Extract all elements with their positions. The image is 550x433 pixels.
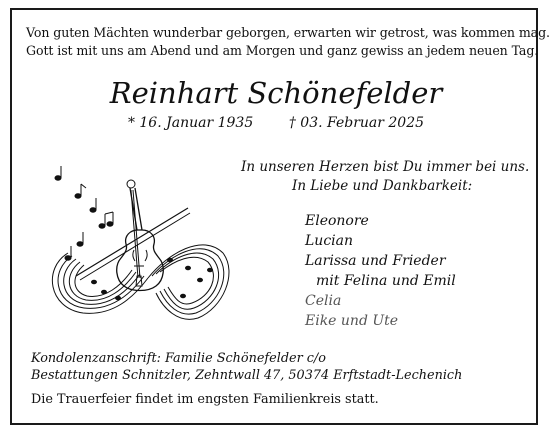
mourner-name: mit Felina und Emil bbox=[316, 273, 456, 289]
condolence-address bbox=[31, 350, 462, 384]
memory-line-1: In unseren Herzen bist Du immer bei uns. bbox=[241, 159, 530, 175]
mourner-name: Eleonore bbox=[305, 213, 369, 229]
mourner-name: Celia bbox=[305, 293, 342, 309]
condolence-line-1: Kondolenzanschrift: Familie Schönefelder c/o bbox=[31, 351, 326, 366]
funeral-note: Die Trauerfeier findet im engsten Familienkreis statt. bbox=[31, 392, 379, 407]
verse bbox=[26, 24, 550, 60]
life-dates bbox=[12, 114, 540, 132]
birth-date: * 16. Januar 1935 bbox=[127, 115, 254, 131]
mourner-name: Larissa und Frieder bbox=[305, 253, 446, 269]
mourner-name: Lucian bbox=[305, 233, 353, 249]
obituary-card bbox=[10, 8, 550, 425]
verse-line-1: Von guten Mächten wunderbar geborgen, erwarten wir getrost, was kommen mag. bbox=[26, 25, 550, 40]
violin-music-notes-icon bbox=[38, 158, 238, 330]
mourner-list bbox=[305, 211, 456, 331]
death-date: † 03. Februar 2025 bbox=[288, 115, 425, 131]
mourner-name: Eike und Ute bbox=[305, 313, 399, 329]
verse-line-2: Gott ist mit uns am Abend und am Morgen und ganz gewiss an jedem neuen Tag. bbox=[26, 43, 539, 58]
deceased-name: Reinhart Schönefelder bbox=[109, 76, 443, 110]
memory-line-2: In Liebe und Dankbarkeit: bbox=[292, 178, 473, 194]
condolence-line-2: Bestattungen Schnitzler, Zehntwall 47, 50374 Erftstadt-Lechenich bbox=[31, 368, 463, 383]
